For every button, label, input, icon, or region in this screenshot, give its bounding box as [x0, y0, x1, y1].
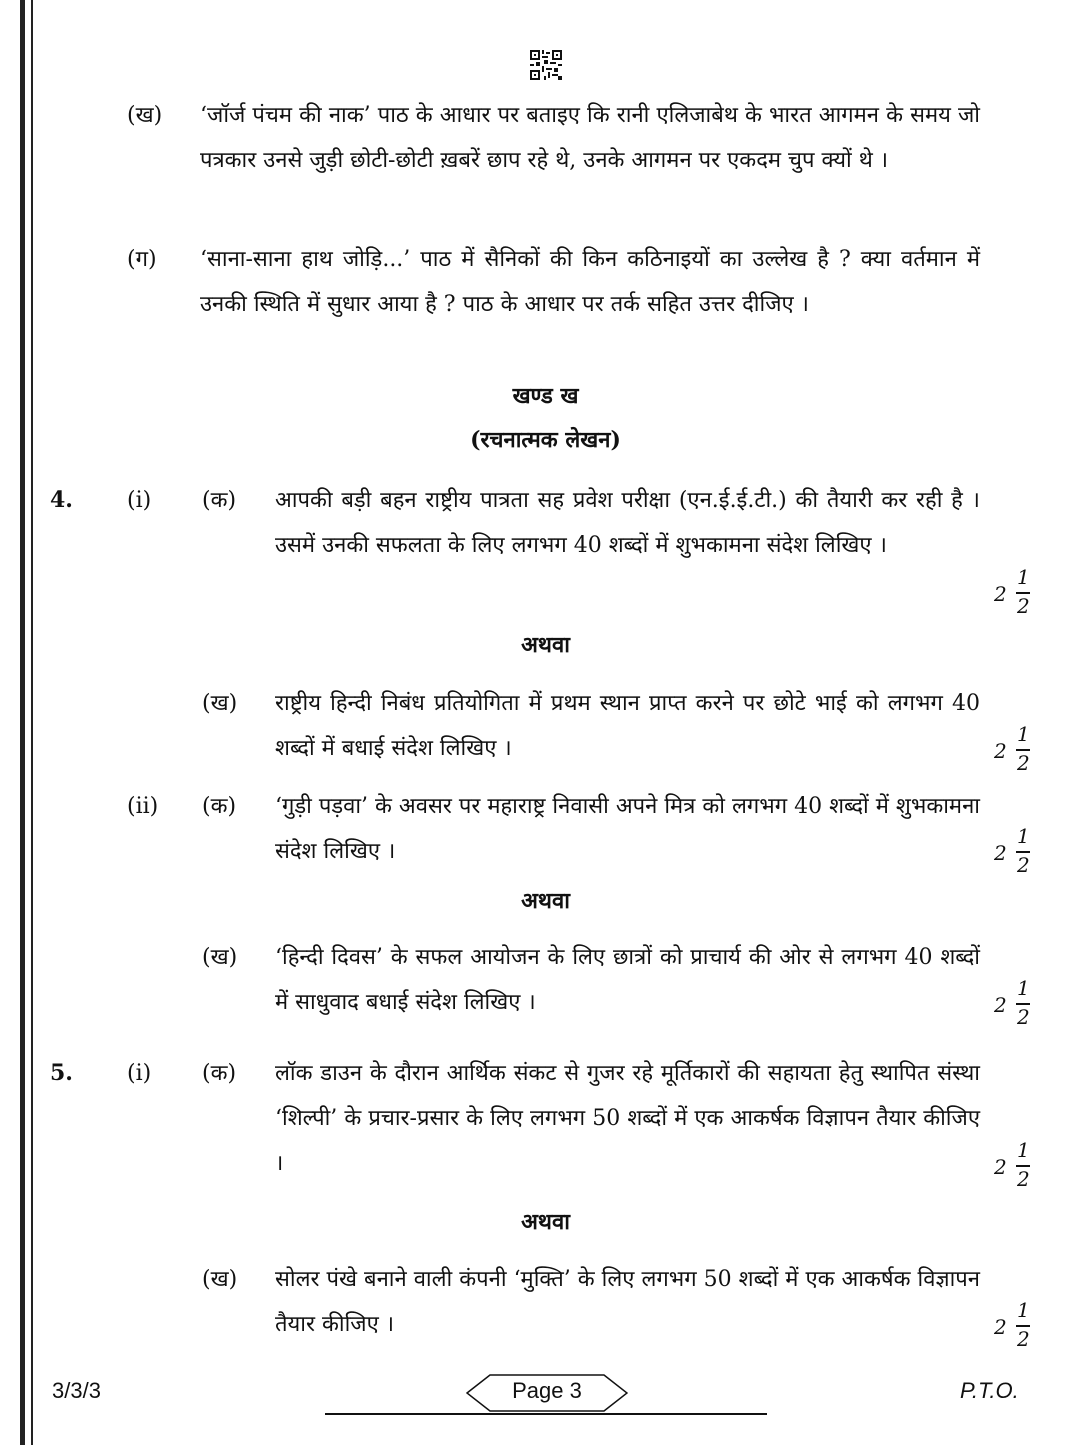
sub-question-label: (ग) — [127, 247, 157, 272]
marks-whole: 2 — [994, 1315, 1007, 1339]
question-text: ‘जॉर्ज पंचम की नाक’ पाठ के आधार पर बताइए कि रानी एलिजाबेथ के भारत आगमन के समय जो पत्रकार उनसे जुड़ी छोटी-छोटी ख़बरें छाप रहे थे, उनके आगमन पर एकदम चुप क्यों थे । — [200, 103, 980, 173]
marks — [994, 724, 1044, 780]
or-label: अथवा — [521, 888, 570, 914]
marks-denominator: 2 — [1017, 1327, 1030, 1351]
question-text: राष्ट्रीय हिन्दी निबंध प्रतियोगिता में प्रथम स्थान प्राप्त करने पर छोटे भाई को लगभग 40 शब्दों में बधाई संदेश लिखिए । — [275, 691, 980, 761]
marks — [994, 826, 1044, 882]
sub-question-label: (क) — [202, 1061, 237, 1086]
part-label: (i) — [127, 488, 152, 513]
part-label: (ii) — [127, 794, 159, 819]
question-text: आपकी बड़ी बहन राष्ट्रीय पात्रता सह प्रवेश परीक्षा (एन.ई.ई.टी.) की तैयारी कर रही है । उसमें उनकी सफलता के लिए लगभग 40 शब्दों में शुभकामना संदेश लिखिए । — [275, 488, 980, 558]
marks-whole: 2 — [994, 1155, 1007, 1179]
section-subtitle: (रचनात्मक लेखन) — [470, 427, 621, 453]
marks-denominator: 2 — [1017, 1167, 1030, 1191]
marks-denominator: 2 — [1017, 594, 1030, 618]
marks-denominator: 2 — [1017, 853, 1030, 877]
marks — [994, 978, 1044, 1034]
question-number: 5. — [50, 1060, 73, 1086]
marks — [994, 1140, 1044, 1196]
marks-numerator: 1 — [1017, 1138, 1030, 1162]
marks-numerator: 1 — [1017, 824, 1030, 848]
marks — [994, 567, 1044, 623]
section-title: खण्ड ख — [512, 383, 579, 409]
marks-numerator: 1 — [1017, 565, 1030, 589]
or-label: अथवा — [521, 1209, 570, 1235]
question-text: लॉक डाउन के दौरान आर्थिक संकट से गुजर रहे मूर्तिकारों की सहायता हेतु स्थापित संस्था ‘शिल्पी’ के प्रचार-प्रसार के लिए लगभग 50 शब्दों में एक आकर्षक विज्ञापन तैयार कीजिए । — [275, 1061, 980, 1176]
page-number: Page 3 — [512, 1378, 582, 1403]
question-number: 4. — [50, 487, 73, 513]
marks-numerator: 1 — [1017, 976, 1030, 1000]
marks-whole: 2 — [994, 993, 1007, 1017]
sub-question-label: (क) — [202, 488, 237, 513]
part-label: (i) — [127, 1061, 152, 1086]
question-text: ‘गुड़ी पड़वा’ के अवसर पर महाराष्ट्र निवासी अपने मित्र को लगभग 40 शब्दों में शुभकामना संदेश लिखिए । — [275, 794, 980, 864]
marks — [994, 1300, 1044, 1356]
paper-code: 3/3/3 — [52, 1378, 101, 1403]
marks-whole: 2 — [994, 582, 1007, 606]
sub-question-label: (क) — [202, 794, 237, 819]
marks-numerator: 1 — [1017, 722, 1030, 746]
marks-whole: 2 — [994, 739, 1007, 763]
sub-question-label: (ख) — [202, 1267, 238, 1292]
question-text: ‘साना-साना हाथ जोड़ि...’ पाठ में सैनिकों की किन कठिनाइयों का उल्लेख है ? क्या वर्तमान में उनकी स्थिति में सुधार आया है ? पाठ के आधार पर तर्क सहित उत्तर दीजिए । — [200, 247, 980, 317]
question-text: ‘हिन्दी दिवस’ के सफल आयोजन के लिए छात्रों को प्राचार्य की ओर से लगभग 40 शब्दों में साधुवाद बधाई संदेश लिखिए । — [275, 945, 980, 1015]
marks-numerator: 1 — [1017, 1298, 1030, 1322]
pto-label: P.T.O. — [960, 1378, 1019, 1403]
footer-rule — [325, 1413, 767, 1415]
marks-denominator: 2 — [1017, 1005, 1030, 1029]
marks-whole: 2 — [994, 841, 1007, 865]
sub-question-label: (ख) — [202, 691, 238, 716]
qr-code-icon — [530, 50, 562, 80]
sub-question-label: (ख) — [202, 945, 238, 970]
or-label: अथवा — [521, 632, 570, 658]
marks-denominator: 2 — [1017, 751, 1030, 775]
sub-question-label: (ख) — [127, 103, 163, 128]
question-text: सोलर पंखे बनाने वाली कंपनी ‘मुक्ति’ के लिए लगभग 50 शब्दों में एक आकर्षक विज्ञापन तैयार कीजिए । — [275, 1267, 980, 1337]
